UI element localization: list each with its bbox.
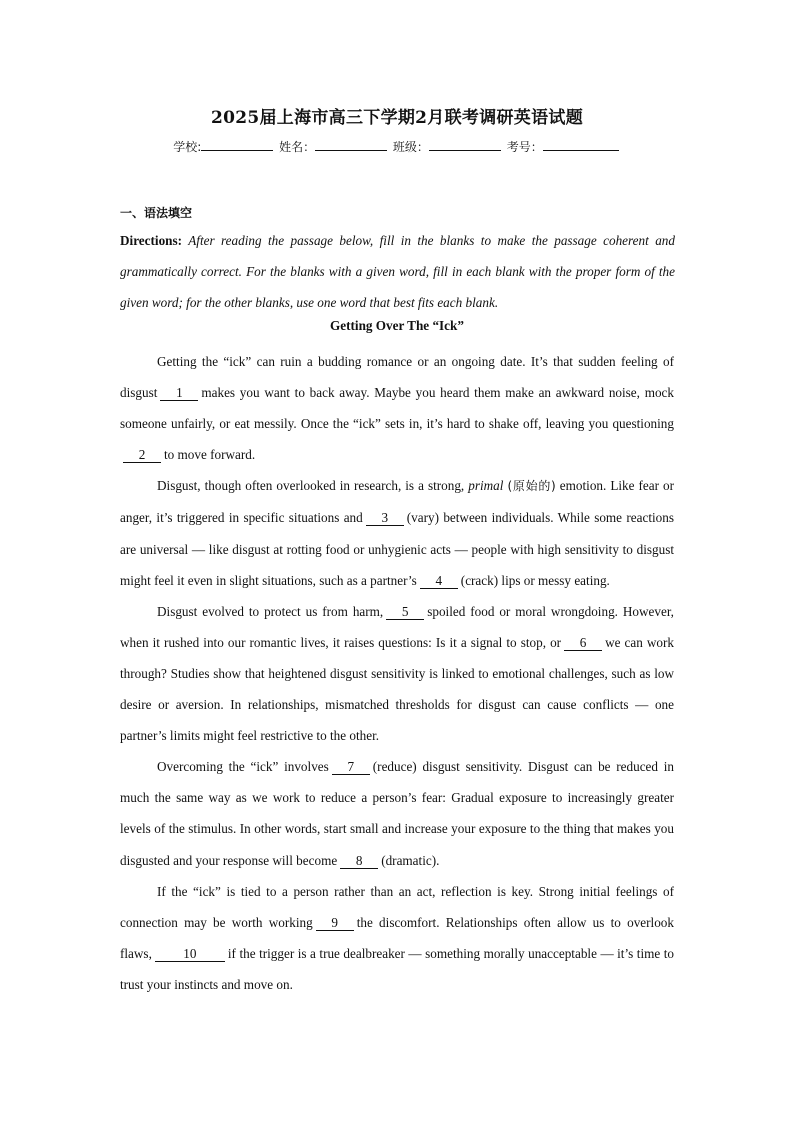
school-label: 学校:: [173, 140, 202, 154]
exam-no-blank[interactable]: [543, 138, 619, 151]
blank-7[interactable]: 7: [332, 760, 370, 775]
text: the discomfort. Relationships often allow us to overlook flaws,: [120, 914, 674, 961]
blank-8[interactable]: 8: [340, 854, 378, 869]
name-blank[interactable]: [315, 138, 387, 151]
text: (vary) between individuals. While some reactions are universal — like disgust at rotting food or unhygienic acts — people with high sensitivity to disgust might feel it even in slight situations, such as a partner’s: [120, 510, 674, 588]
name-label: 姓名：: [279, 140, 316, 154]
text: to move forward.: [164, 447, 256, 463]
section-heading: 一、语法填空: [120, 206, 193, 220]
text: Overcoming the “ick” involves: [157, 759, 329, 775]
text: (crack) lips or messy eating.: [460, 572, 610, 588]
directions: [120, 225, 675, 319]
paragraph-2: [120, 470, 674, 595]
blank-4[interactable]: 4: [420, 574, 458, 589]
paragraph-3: [120, 596, 674, 751]
primal-word: primal: [468, 478, 504, 494]
blank-2[interactable]: 2: [123, 448, 161, 463]
blank-3[interactable]: 3: [366, 511, 404, 526]
blank-6[interactable]: 6: [564, 636, 602, 651]
text: Disgust evolved to protect us from harm,: [157, 603, 384, 619]
passage: [120, 346, 674, 1000]
text: Getting the “ick” can ruin a budding romance or an ongoing date. It’s that sudden feeling of disgust: [120, 354, 674, 401]
exam-no-label: 考号：: [506, 140, 543, 154]
blank-9[interactable]: 9: [316, 916, 354, 931]
student-info-row: [0, 138, 794, 155]
blank-1[interactable]: 1: [160, 386, 198, 401]
blank-10[interactable]: 10: [155, 947, 225, 962]
paragraph-1: [120, 346, 674, 470]
text: makes you want to back away. Maybe you heard them make an awkward noise, mock someone unfairly, or eat messily. Once the “ick” sets in, it’s hard to shake off, leaving you questioning: [120, 385, 674, 432]
directions-label: Directions:: [120, 233, 183, 248]
chinese-gloss: (原始的): [507, 479, 556, 494]
text: (dramatic).: [381, 852, 440, 868]
text: if the trigger is a true dealbreaker — something morally unacceptable — it’s time to trust your instincts and move on.: [120, 945, 674, 992]
text: emotion. Like fear or anger, it’s triggered in specific situations and: [120, 478, 675, 526]
class-label: 班级：: [392, 140, 429, 154]
directions-text: After reading the passage below, fill in the blanks to make the passage coherent and grammatically correct. For the blanks with a given word, fill in each blank with the proper form of the given word; for the other blanks, use one word that best fits each blank.: [120, 233, 675, 311]
school-blank[interactable]: [201, 138, 273, 151]
paragraph-5: [120, 876, 674, 1000]
passage-title: Getting Over The “Ick”: [330, 318, 464, 333]
class-blank[interactable]: [429, 138, 501, 151]
text: spoiled food or moral wrongdoing. However, when it rushed into our romantic lives, it raises questions: Is it a signal to stop, or: [120, 603, 674, 650]
text: If the “ick” is tied to a person rather than an act, reflection is key. Strong initial feelings of connection may be worth working: [120, 883, 674, 930]
text: we can work through? Studies show that heightened disgust sensitivity is linked to emotional challenges, such as low desire or aversion. In relationships, mismatched thresholds for disgust can cause conflicts — one partner’s limits might feel restrictive to the other.: [120, 634, 675, 744]
exam-title: 2025届上海市高三下学期2月联考调研英语试题: [210, 108, 584, 128]
text: Disgust, though often overlooked in research, is a strong,: [157, 478, 465, 494]
paragraph-4: [120, 751, 674, 875]
text: (reduce) disgust sensitivity. Disgust can be reduced in much the same way as we work to reduce a person’s fear: Gradual exposure to increasingly greater levels of the stimulus. In other words, start small and increase your exposure to the thing that makes you disgusted and your response will become: [120, 759, 674, 868]
blank-5[interactable]: 5: [386, 605, 424, 620]
